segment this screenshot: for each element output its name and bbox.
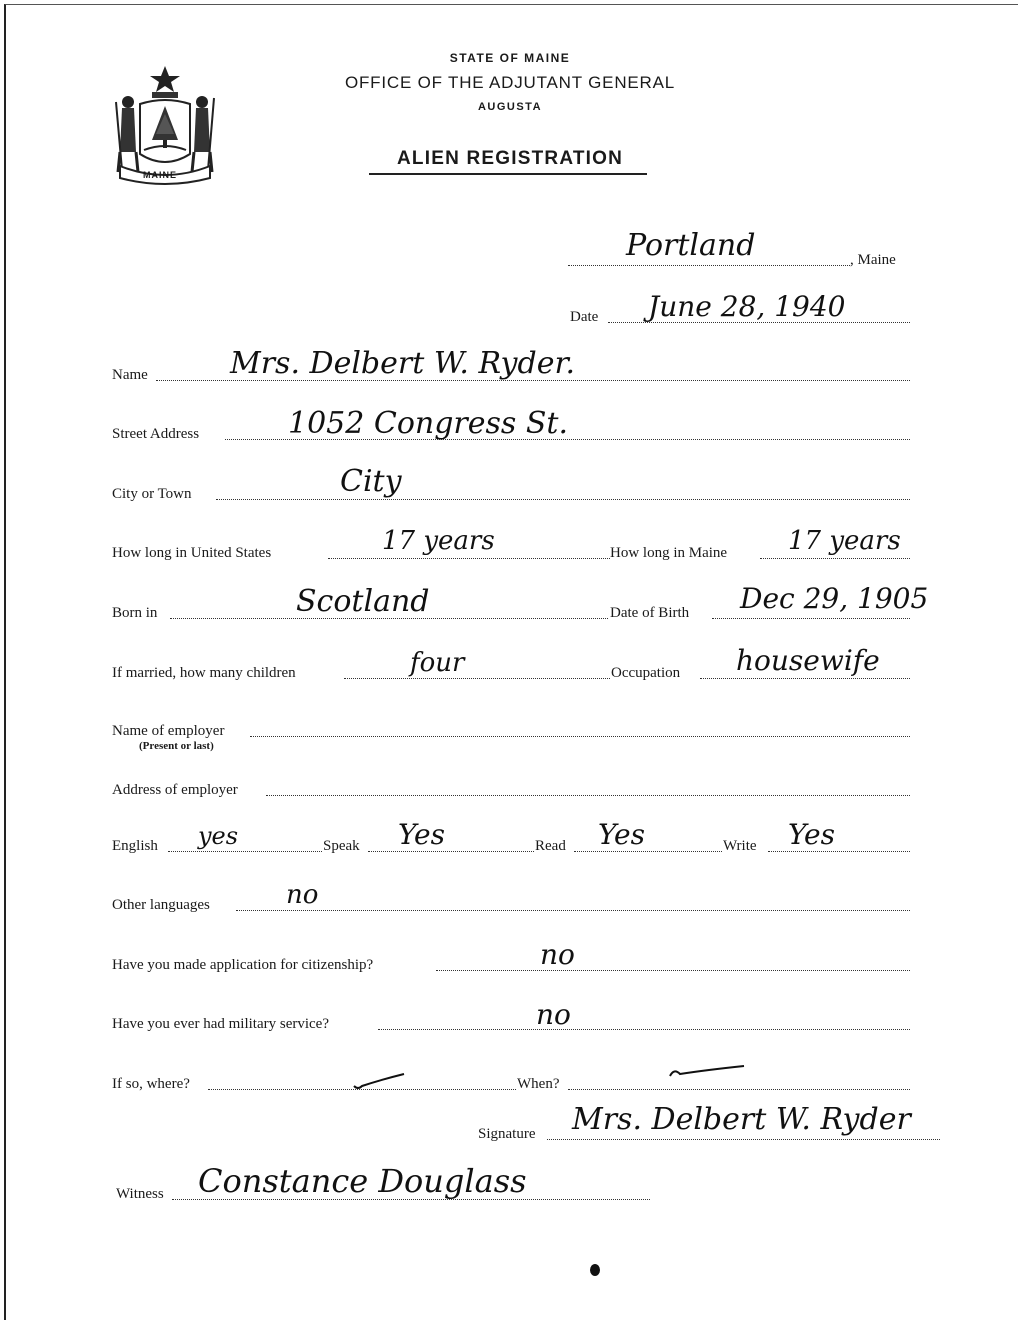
employer-address-line — [266, 795, 910, 796]
title-underline — [369, 173, 647, 175]
street-value: 1052 Congress St. — [288, 406, 568, 441]
office-heading: OFFICE OF THE ADJUTANT GENERAL — [344, 73, 676, 92]
employer-address-label: Address of employer — [112, 782, 238, 798]
children-label: If married, how many children — [112, 665, 296, 681]
speak-line — [368, 851, 534, 852]
signature-line — [547, 1139, 940, 1140]
when-line — [568, 1089, 910, 1090]
state-heading: STATE OF MAINE — [449, 51, 571, 65]
other-languages-label: Other languages — [112, 897, 210, 913]
speak-label: Speak — [323, 838, 360, 854]
employer-label: Name of employer — [112, 723, 225, 739]
street-label: Street Address — [112, 426, 200, 442]
name-label: Name — [112, 367, 148, 383]
write-label: Write — [723, 838, 757, 854]
where-dash-mark-icon — [350, 1068, 410, 1094]
place-value: Portland — [626, 228, 756, 263]
military-value: no — [536, 998, 571, 1031]
citizenship-value: no — [540, 938, 575, 971]
write-line — [768, 851, 910, 852]
military-line — [378, 1029, 910, 1030]
employer-line — [250, 736, 910, 737]
children-line — [344, 678, 610, 679]
me-duration-value: 17 years — [788, 526, 901, 556]
seal-ribbon-text: MAINE — [143, 170, 177, 180]
witness-value: Constance Douglass — [198, 1162, 527, 1200]
date-value: June 28, 1940 — [648, 290, 846, 323]
born-label: Born in — [112, 605, 158, 621]
occupation-line — [700, 678, 910, 679]
speak-value: Yes — [398, 818, 445, 851]
occupation-value: housewife — [736, 644, 880, 677]
city-line — [216, 499, 910, 500]
occupation-label: Occupation — [611, 665, 681, 681]
signature-value: Mrs. Delbert W. Ryder — [572, 1102, 911, 1137]
english-label: English — [112, 838, 158, 854]
when-label: When? — [517, 1076, 560, 1092]
city-label: City or Town — [112, 486, 192, 502]
form-title: ALIEN REGISTRATION — [396, 148, 624, 169]
military-label: Have you ever had military service? — [112, 1016, 329, 1032]
other-languages-line — [236, 910, 910, 911]
me-duration-line — [760, 558, 910, 559]
name-value: Mrs. Delbert W. Ryder. — [230, 346, 576, 381]
read-line — [574, 851, 722, 852]
children-value: four — [410, 648, 465, 678]
dob-line — [712, 618, 910, 619]
other-languages-value: no — [286, 880, 319, 910]
witness-label: Witness — [116, 1186, 164, 1202]
signature-label: Signature — [478, 1126, 536, 1142]
place-line — [568, 265, 850, 266]
citizenship-line — [436, 970, 910, 971]
employer-sublabel: (Present or last) — [139, 740, 214, 752]
read-label: Read — [535, 838, 566, 854]
write-value: Yes — [788, 818, 835, 851]
where-label: If so, where? — [112, 1076, 190, 1092]
punch-hole-dot-icon — [588, 1262, 602, 1278]
dob-value: Dec 29, 1905 — [740, 582, 929, 615]
english-line — [168, 851, 322, 852]
me-duration-label: How long in Maine — [610, 545, 728, 561]
us-duration-value: 17 years — [382, 526, 495, 556]
place-suffix-label: , Maine — [850, 252, 896, 268]
date-label: Date — [570, 309, 599, 325]
city-value: City — [340, 464, 402, 499]
read-value: Yes — [598, 818, 645, 851]
dob-label: Date of Birth — [610, 605, 690, 621]
city-heading: AUGUSTA — [477, 101, 543, 113]
us-duration-line — [328, 558, 610, 559]
born-value: Scotland — [296, 584, 430, 619]
citizenship-label: Have you made application for citizenship? — [112, 957, 374, 973]
us-duration-label: How long in United States — [112, 545, 272, 561]
english-value: yes — [198, 822, 239, 850]
when-dash-mark-icon — [666, 1062, 748, 1082]
